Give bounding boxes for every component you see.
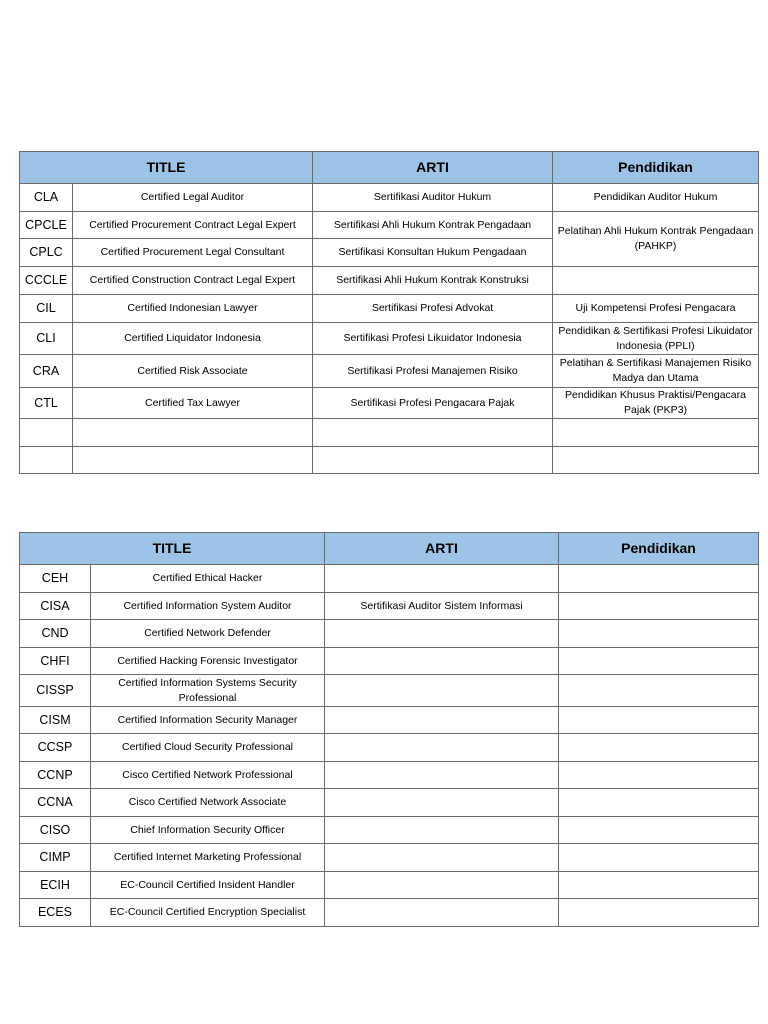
cell-abbreviation: CCSP <box>20 734 91 762</box>
cell-pendidikan: Pendidikan Auditor Hukum <box>553 184 759 212</box>
cell-title: Certified Construction Contract Legal Expert <box>73 267 313 295</box>
cell-arti: Sertifikasi Ahli Hukum Kontrak Pengadaan <box>313 212 553 239</box>
header-pendidikan: Pendidikan <box>559 533 759 565</box>
cell-abbreviation: CHFI <box>20 648 91 675</box>
table-row <box>20 899 759 927</box>
cell-pendidikan: Pendidikan & Sertifikasi Profesi Likuidator Indonesia (PPLI) <box>553 323 759 355</box>
cell-arti: Sertifikasi Konsultan Hukum Pengadaan <box>313 239 553 267</box>
cell-pendidikan <box>559 648 759 675</box>
cell-abbreviation: CISO <box>20 817 91 844</box>
cell-pendidikan <box>559 789 759 817</box>
cell-pendidikan <box>559 565 759 593</box>
header-arti: ARTI <box>313 152 553 184</box>
table-row <box>20 844 759 872</box>
it-certifications-table <box>19 532 759 927</box>
table-header-row <box>20 152 759 184</box>
table-header-row <box>20 533 759 565</box>
cell-abbreviation: CTL <box>20 388 73 419</box>
cell-title: Certified Information Security Manager <box>91 707 325 734</box>
table-row <box>20 707 759 734</box>
cell-title <box>73 419 313 447</box>
table-row <box>20 620 759 648</box>
cell-title: Certified Procurement Legal Consultant <box>73 239 313 267</box>
cell-arti <box>325 899 559 927</box>
cell-pendidikan: Pelatihan & Sertifikasi Manajemen Risiko Madya dan Utama <box>553 355 759 388</box>
cell-abbreviation: CLI <box>20 323 73 355</box>
cell-arti: Sertifikasi Profesi Pengacara Pajak <box>313 388 553 419</box>
cell-pendidikan <box>559 844 759 872</box>
cell-title: Certified Cloud Security Professional <box>91 734 325 762</box>
cell-arti: Sertifikasi Auditor Hukum <box>313 184 553 212</box>
cell-pendidikan <box>559 762 759 789</box>
cell-abbreviation: CCNA <box>20 789 91 817</box>
cell-pendidikan <box>559 734 759 762</box>
cell-abbreviation: CCCLE <box>20 267 73 295</box>
cell-arti <box>313 419 553 447</box>
table-row <box>20 212 759 239</box>
cell-abbreviation: CIL <box>20 295 73 323</box>
cell-title: Certified Internet Marketing Professional <box>91 844 325 872</box>
cell-pendidikan: Uji Kompetensi Profesi Pengacara <box>553 295 759 323</box>
cell-arti <box>325 789 559 817</box>
cell-title: Certified Network Defender <box>91 620 325 648</box>
header-arti: ARTI <box>325 533 559 565</box>
cell-title: Certified Hacking Forensic Investigator <box>91 648 325 675</box>
cell-pendidikan <box>559 817 759 844</box>
cell-title: Chief Information Security Officer <box>91 817 325 844</box>
header-title: TITLE <box>20 152 313 184</box>
cell-pendidikan <box>559 707 759 734</box>
table-row <box>20 355 759 388</box>
cell-pendidikan <box>559 872 759 899</box>
cell-arti <box>325 817 559 844</box>
table-row <box>20 447 759 474</box>
cell-arti <box>325 872 559 899</box>
cell-title: Certified Liquidator Indonesia <box>73 323 313 355</box>
cell-title: Certified Tax Lawyer <box>73 388 313 419</box>
cell-arti: Sertifikasi Ahli Hukum Kontrak Konstruksi <box>313 267 553 295</box>
cell-pendidikan <box>553 267 759 295</box>
cell-pendidikan <box>553 447 759 474</box>
table-row <box>20 872 759 899</box>
cell-title: Certified Procurement Contract Legal Expert <box>73 212 313 239</box>
table-row <box>20 817 759 844</box>
cell-title: Cisco Certified Network Associate <box>91 789 325 817</box>
table-row <box>20 388 759 419</box>
table-row <box>20 323 759 355</box>
cell-pendidikan: Pelatihan Ahli Hukum Kontrak Pengadaan (PAHKP) <box>553 212 759 267</box>
cell-title: Certified Information Systems Security Professional <box>91 675 325 707</box>
cell-abbreviation: CEH <box>20 565 91 593</box>
table-row <box>20 762 759 789</box>
cell-title <box>73 447 313 474</box>
header-title: TITLE <box>20 533 325 565</box>
cell-title: Certified Ethical Hacker <box>91 565 325 593</box>
table-row <box>20 648 759 675</box>
cell-abbreviation: CPCLE <box>20 212 73 239</box>
cell-abbreviation: CISM <box>20 707 91 734</box>
cell-pendidikan: Pendidikan Khusus Praktisi/Pengacara Pajak (PKP3) <box>553 388 759 419</box>
legal-certifications-table <box>19 151 759 474</box>
cell-abbreviation <box>20 419 73 447</box>
table-row <box>20 675 759 707</box>
cell-arti: Sertifikasi Profesi Manajemen Risiko <box>313 355 553 388</box>
table-row <box>20 789 759 817</box>
cell-arti <box>325 844 559 872</box>
cell-pendidikan <box>559 620 759 648</box>
cell-arti <box>325 648 559 675</box>
cell-arti: Sertifikasi Auditor Sistem Informasi <box>325 593 559 620</box>
cell-abbreviation: CLA <box>20 184 73 212</box>
cell-title: Certified Risk Associate <box>73 355 313 388</box>
cell-pendidikan <box>559 675 759 707</box>
cell-abbreviation <box>20 447 73 474</box>
cell-abbreviation: CPLC <box>20 239 73 267</box>
cell-abbreviation: CIMP <box>20 844 91 872</box>
cell-abbreviation: CISA <box>20 593 91 620</box>
cell-abbreviation: ECES <box>20 899 91 927</box>
cell-title: Cisco Certified Network Professional <box>91 762 325 789</box>
header-pendidikan: Pendidikan <box>553 152 759 184</box>
cell-pendidikan <box>559 899 759 927</box>
table-row <box>20 267 759 295</box>
cell-arti <box>325 620 559 648</box>
table-row <box>20 184 759 212</box>
cell-abbreviation: CCNP <box>20 762 91 789</box>
table-row <box>20 295 759 323</box>
cell-title: Certified Indonesian Lawyer <box>73 295 313 323</box>
cell-arti <box>325 707 559 734</box>
cell-pendidikan <box>559 593 759 620</box>
cell-pendidikan <box>553 419 759 447</box>
cell-arti <box>325 675 559 707</box>
cell-title: Certified Information System Auditor <box>91 593 325 620</box>
cell-abbreviation: CND <box>20 620 91 648</box>
table-row <box>20 734 759 762</box>
table-row <box>20 593 759 620</box>
cell-arti: Sertifikasi Profesi Likuidator Indonesia <box>313 323 553 355</box>
table-row <box>20 565 759 593</box>
cell-title: EC-Council Certified Insident Handler <box>91 872 325 899</box>
cell-title: EC-Council Certified Encryption Specialist <box>91 899 325 927</box>
cell-arti <box>325 734 559 762</box>
cell-abbreviation: CRA <box>20 355 73 388</box>
table-row <box>20 419 759 447</box>
cell-arti <box>325 565 559 593</box>
cell-arti <box>325 762 559 789</box>
cell-title: Certified Legal Auditor <box>73 184 313 212</box>
cell-abbreviation: CISSP <box>20 675 91 707</box>
cell-abbreviation: ECIH <box>20 872 91 899</box>
cell-arti: Sertifikasi Profesi Advokat <box>313 295 553 323</box>
cell-arti <box>313 447 553 474</box>
